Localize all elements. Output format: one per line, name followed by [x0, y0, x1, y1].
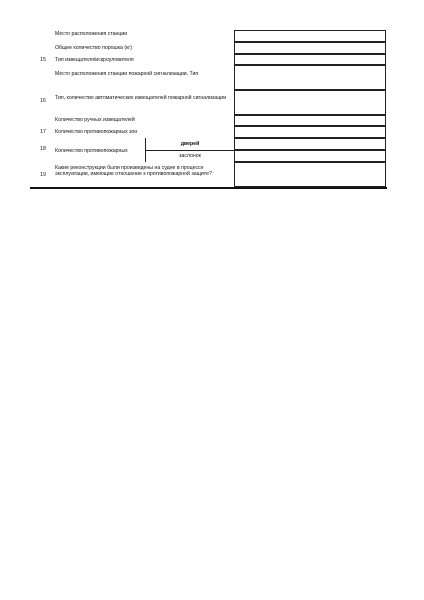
label-dampers: заслонок — [179, 153, 201, 159]
row-number-17: 17 — [40, 129, 46, 135]
label-fire-barriers: Количество противопожарных — [55, 148, 128, 154]
row-number-19: 19 — [40, 172, 46, 178]
answer-automatic-detectors[interactable] — [234, 90, 386, 115]
label-manual-detectors: Количество ручных извещателей — [55, 117, 135, 123]
answer-station-location[interactable] — [234, 30, 386, 42]
label-reconstructions: Какие реконструкции были произведены на судне в процессе эксплуатации, имеющие отношение к противопожарной защите? — [55, 165, 212, 178]
row-number-18: 18 — [40, 146, 46, 152]
answer-manual-detectors[interactable] — [234, 115, 386, 126]
answer-fire-zones[interactable] — [234, 126, 386, 138]
table-bottom-rule — [30, 187, 387, 189]
label-fire-zones: Количество противопожарных зон — [55, 129, 138, 135]
row-number-16: 16 — [40, 98, 46, 104]
answer-dampers[interactable] — [234, 150, 386, 162]
label-alarm-station: Место расположения станции пожарной сигнализации. Тип — [55, 71, 199, 77]
label-detector-type: Тип извещателя/искроуловителя — [55, 57, 134, 63]
label-automatic-detectors: Тип, количество автоматических извещателей пожарной сигнализации — [55, 95, 227, 101]
answer-detector-type[interactable] — [234, 54, 386, 65]
answer-doors[interactable] — [234, 138, 386, 150]
label-station-location: Место расположения станции — [55, 31, 128, 37]
label-doors: дверей — [180, 141, 200, 147]
label-total-powder: Общее количество порошка (кг) — [55, 45, 132, 51]
answer-alarm-station[interactable] — [234, 65, 386, 90]
answer-total-powder[interactable] — [234, 42, 386, 54]
row-number-15: 15 — [40, 57, 46, 63]
answer-reconstructions[interactable] — [234, 162, 386, 187]
